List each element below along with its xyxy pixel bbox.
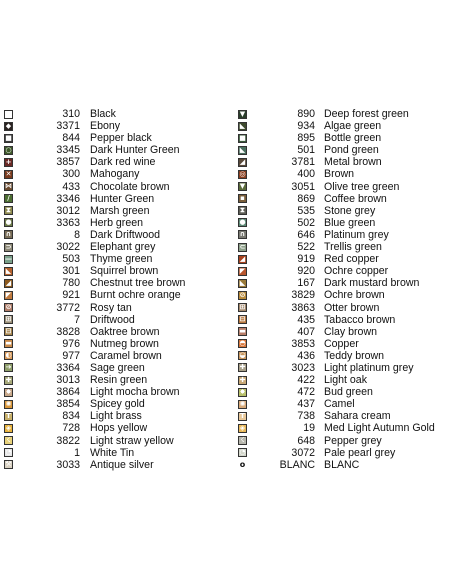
symbol-glyph: ◈ — [239, 423, 246, 432]
color-name: Hunter Green — [90, 192, 155, 205]
thread-code: 7 — [74, 313, 80, 326]
thread-code: 3033 — [56, 458, 80, 471]
color-name: BLANC — [324, 458, 360, 471]
color-name: Sahara cream — [324, 410, 391, 423]
symbol-glyph: ▼ — [239, 182, 246, 191]
color-name: Light straw yellow — [90, 434, 174, 447]
color-swatch-icon — [4, 146, 13, 155]
thread-code: 934 — [297, 120, 315, 133]
symbol-glyph: ◣ — [5, 266, 12, 275]
thread-code: 8 — [74, 228, 80, 241]
color-name: Olive tree green — [324, 180, 400, 193]
color-swatch-icon — [4, 122, 13, 131]
thread-code: 844 — [62, 132, 80, 145]
symbol-glyph: ▪ — [240, 194, 245, 203]
symbol-glyph: ◔ — [239, 448, 246, 457]
color-name: Bud green — [324, 386, 373, 399]
thread-code: 780 — [62, 277, 80, 290]
thread-code: 433 — [62, 180, 80, 193]
color-name: Light platinum grey — [324, 361, 414, 374]
thread-code: 3013 — [56, 374, 80, 387]
thread-code: 648 — [297, 434, 315, 447]
color-swatch-icon — [4, 279, 13, 288]
thread-code: 3051 — [291, 180, 315, 193]
thread-code: 3781 — [291, 156, 315, 169]
color-name: Dark Hunter Green — [90, 144, 180, 157]
thread-code: 3829 — [291, 289, 315, 302]
symbol-glyph: ■ — [5, 133, 12, 142]
color-name: Ochre copper — [324, 265, 389, 278]
color-name: Bottle green — [324, 132, 382, 145]
thread-code: 977 — [62, 349, 80, 362]
symbol-glyph: ⧗ — [6, 206, 11, 215]
symbol-glyph: ◢ — [239, 157, 246, 166]
color-swatch-icon — [4, 315, 13, 324]
symbol-glyph: ◓ — [239, 339, 246, 348]
color-swatch-icon — [4, 267, 13, 276]
color-name: Squirrel brown — [90, 265, 159, 278]
symbol-glyph: ∩ — [239, 230, 246, 239]
thread-code: 310 — [62, 108, 80, 120]
color-swatch-icon — [4, 303, 13, 312]
color-name: Dark Driftwood — [90, 228, 161, 241]
thread-code: 535 — [297, 204, 315, 217]
symbol-glyph: ◤ — [5, 290, 12, 299]
symbol-glyph: ◈ — [5, 423, 12, 432]
thread-code: 869 — [297, 192, 315, 205]
thread-code: 3345 — [56, 144, 80, 157]
symbol-glyph: T — [6, 411, 11, 420]
symbol-glyph: ■ — [239, 133, 246, 142]
thread-code: 300 — [62, 168, 80, 181]
thread-code: 890 — [297, 108, 315, 120]
thread-code: 3022 — [56, 241, 80, 254]
color-name: Hops yellow — [90, 422, 148, 435]
thread-code: 301 — [62, 265, 80, 278]
thread-code: 919 — [297, 253, 315, 266]
color-name: Med Light Autumn Gold — [324, 422, 435, 435]
symbol-glyph: + — [5, 157, 12, 166]
color-name: Resin green — [90, 374, 148, 387]
color-name: Blue green — [324, 216, 376, 229]
color-name: Pale pearl grey — [324, 446, 396, 459]
color-swatch-icon — [4, 158, 13, 167]
thread-code: 400 — [297, 168, 315, 181]
color-swatch-icon — [4, 400, 13, 409]
thread-code: 921 — [62, 289, 80, 302]
color-swatch-icon — [4, 206, 13, 215]
color-name: Burnt ochre orange — [90, 289, 181, 302]
color-swatch-icon — [4, 448, 13, 457]
color-name: Copper — [324, 337, 359, 350]
color-name: Pepper grey — [324, 434, 382, 447]
color-swatch-icon — [4, 388, 13, 397]
symbol-glyph: ➔ — [5, 363, 12, 372]
symbol-glyph: ✸ — [239, 387, 246, 396]
symbol-glyph: ◆ — [5, 121, 12, 130]
color-swatch-icon — [4, 376, 13, 385]
color-name: Oaktree brown — [90, 325, 160, 338]
symbol-glyph: ▬ — [5, 339, 12, 348]
color-name: Herb green — [90, 216, 143, 229]
color-name: Rosy tan — [90, 301, 132, 314]
symbol-glyph: ✚ — [239, 363, 246, 372]
color-swatch-icon — [4, 339, 13, 348]
symbol-glyph: ⊘ — [239, 290, 246, 299]
color-swatch-icon — [4, 110, 13, 119]
color-name: Marsh green — [90, 204, 150, 217]
color-name: Ebony — [90, 120, 121, 133]
symbol-glyph: ⊃ — [5, 242, 12, 251]
color-name: Chestnut tree brown — [90, 277, 186, 290]
thread-code: 3854 — [56, 398, 80, 411]
symbol-glyph: ◔ — [5, 448, 12, 457]
color-swatch-icon — [4, 255, 13, 264]
color-name: Caramel brown — [90, 349, 162, 362]
color-name: Coffee brown — [324, 192, 387, 205]
thread-code: BLANC — [279, 458, 315, 471]
color-swatch-icon — [4, 230, 13, 239]
symbol-glyph: ⊟ — [239, 315, 246, 324]
thread-code: 976 — [62, 337, 80, 350]
color-swatch-icon — [4, 291, 13, 300]
thread-code: 3072 — [291, 446, 315, 459]
symbol-glyph: ○ — [5, 145, 12, 154]
thread-code: 728 — [62, 422, 80, 435]
thread-code: 738 — [297, 410, 315, 423]
symbol-glyph: ▬ — [239, 327, 246, 336]
thread-code: 3364 — [56, 361, 80, 374]
thread-code: 435 — [297, 313, 315, 326]
color-name: Light oak — [324, 374, 367, 387]
symbol-glyph: / — [7, 194, 10, 203]
color-name: Brown — [324, 168, 355, 181]
symbol-glyph: ✚ — [239, 375, 246, 384]
symbol-glyph: ▼ — [239, 109, 246, 118]
thread-code: 834 — [62, 410, 80, 423]
color-swatch-icon — [4, 436, 13, 445]
color-name: Light mocha brown — [90, 386, 180, 399]
symbol-glyph: — — [5, 254, 12, 263]
symbol-glyph: ⊞ — [239, 303, 246, 311]
color-name: Pond green — [324, 144, 379, 157]
color-swatch-icon — [4, 194, 13, 203]
thread-code: 3853 — [291, 337, 315, 350]
symbol-glyph: ✚ — [5, 375, 12, 384]
color-swatch-icon — [4, 351, 13, 360]
color-name: Dark red wine — [90, 156, 156, 169]
color-name: Trellis green — [324, 241, 382, 254]
color-name: Chocolate brown — [90, 180, 170, 193]
thread-code: 522 — [297, 241, 315, 254]
color-swatch-icon — [4, 424, 13, 433]
color-name: Camel — [324, 398, 355, 411]
color-swatch-icon — [4, 460, 13, 469]
symbol-glyph: ● — [239, 218, 246, 227]
color-swatch-icon — [4, 182, 13, 191]
color-name: Mahogany — [90, 168, 140, 181]
thread-code: 501 — [297, 144, 315, 157]
thread-code: 3346 — [56, 192, 80, 205]
color-name: Thyme green — [90, 253, 153, 266]
color-name: Antique silver — [90, 458, 154, 471]
symbol-glyph: ✺ — [239, 399, 246, 408]
symbol-glyph: ☇ — [6, 436, 11, 445]
thread-code: 502 — [297, 216, 315, 229]
thread-code: 3012 — [56, 204, 80, 217]
thread-code: 895 — [297, 132, 315, 145]
symbol-glyph: ◣ — [239, 278, 246, 287]
thread-code: 437 — [297, 398, 315, 411]
thread-code: 3023 — [291, 361, 315, 374]
color-swatch-icon — [4, 170, 13, 179]
symbol-glyph: ⋈ — [5, 182, 12, 191]
color-swatch-icon — [4, 243, 13, 252]
color-swatch-icon — [4, 412, 13, 421]
color-name: Black — [90, 108, 116, 120]
color-name: Red copper — [324, 253, 379, 266]
color-name: White Tin — [90, 446, 135, 459]
symbol-glyph: ◢ — [239, 254, 246, 263]
symbol-glyph: ⚒ — [5, 460, 12, 469]
symbol-glyph: ⊞ — [5, 315, 12, 324]
color-name: Pepper black — [90, 132, 152, 145]
color-swatch-icon — [4, 327, 13, 336]
thread-code: 503 — [62, 253, 80, 266]
color-name: Platinum grey — [324, 228, 389, 241]
color-name: Deep forest green — [324, 108, 409, 120]
symbol-glyph: ☇ — [240, 436, 245, 445]
symbol-glyph: ⊘ — [5, 303, 12, 311]
symbol-glyph: o — [239, 460, 246, 470]
thread-code: 3772 — [56, 301, 80, 314]
symbol-glyph: ⊟ — [5, 327, 12, 336]
thread-code: 3863 — [291, 301, 315, 314]
thread-code: 422 — [297, 374, 315, 387]
color-name: Sage green — [90, 361, 145, 374]
color-name: Dark mustard brown — [324, 277, 420, 290]
color-swatch-icon — [4, 363, 13, 372]
thread-code: 920 — [297, 265, 315, 278]
symbol-glyph: ✸ — [5, 387, 12, 396]
color-swatch-icon — [4, 134, 13, 143]
color-name: Light brass — [90, 410, 142, 423]
symbol-glyph: ◤ — [239, 266, 246, 275]
symbol-glyph: ◐ — [5, 351, 12, 360]
thread-code: 19 — [303, 422, 315, 435]
thread-code: 3363 — [56, 216, 80, 229]
color-name: Stone grey — [324, 204, 376, 217]
thread-code: 167 — [297, 277, 315, 290]
color-name: Spicey gold — [90, 398, 145, 411]
thread-code: 3822 — [56, 434, 80, 447]
symbol-glyph: ◎ — [239, 169, 246, 178]
color-name: Otter brown — [324, 301, 380, 314]
thread-code: 407 — [297, 325, 315, 338]
symbol-glyph: ◣ — [239, 145, 246, 154]
symbol-glyph: ◒ — [239, 351, 246, 360]
color-name: Elephant grey — [90, 241, 156, 254]
thread-code: 472 — [297, 386, 315, 399]
symbol-glyph: ∩ — [5, 230, 12, 239]
symbol-glyph: ✕ — [5, 169, 12, 178]
thread-code: 3864 — [56, 386, 80, 399]
symbol-glyph: ◣ — [239, 121, 246, 130]
symbol-glyph: ⊂ — [239, 242, 246, 251]
color-name: Teddy brown — [324, 349, 385, 362]
thread-code: 436 — [297, 349, 315, 362]
color-swatch-icon — [4, 218, 13, 227]
color-name: Driftwood — [90, 313, 135, 326]
symbol-glyph: T — [240, 411, 245, 420]
thread-code: 1 — [74, 446, 80, 459]
thread-code: 3857 — [56, 156, 80, 169]
color-name: Nutmeg brown — [90, 337, 159, 350]
color-name: Algae green — [324, 120, 382, 133]
thread-code: 3371 — [56, 120, 80, 133]
thread-code: 646 — [297, 228, 315, 241]
thread-code: 3828 — [56, 325, 80, 338]
symbol-glyph: ◢ — [5, 278, 12, 287]
color-name: Ochre brown — [324, 289, 385, 302]
symbol-glyph: ✺ — [5, 399, 12, 408]
color-name: Tabacco brown — [324, 313, 396, 326]
symbol-glyph: ⧗ — [240, 206, 245, 215]
color-name: Metal brown — [324, 156, 382, 169]
symbol-glyph: ● — [5, 218, 12, 227]
color-name: Clay brown — [324, 325, 377, 338]
